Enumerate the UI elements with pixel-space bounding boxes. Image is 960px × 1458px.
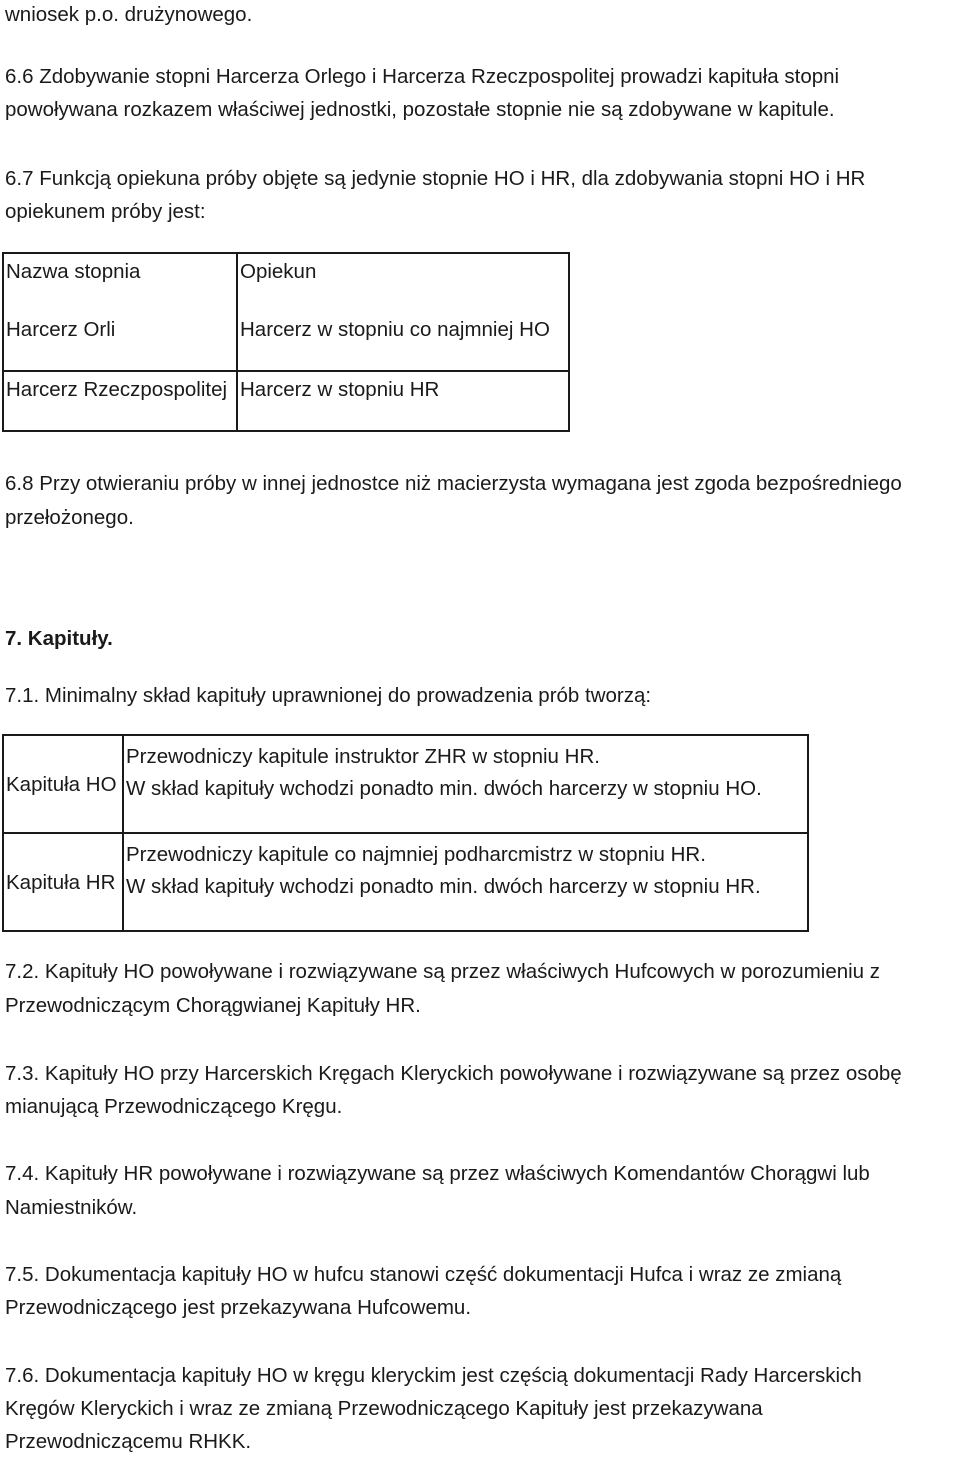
table-row (3, 371, 569, 431)
paragraph-7-6-line-2: Kręgów Kleryckich i wraz ze zmianą Przewodniczącego Kapituły jest przekazywana (5, 1397, 763, 1420)
table-row (3, 312, 569, 371)
cell-line: W skład kapituły wchodzi ponadto min. dwóch harcerzy w stopniu HO. (126, 777, 762, 800)
paragraph-6-8-line-1: 6.8 Przy otwieraniu próby w innej jednostce niż macierzysta wymagana jest zgoda bezpośredniego (5, 472, 902, 495)
paragraph-7-6-line-3: Przewodniczącemu RHKK. (5, 1430, 252, 1453)
paragraph-7-3-line-1: 7.3. Kapituły HO przy Harcerskich Kręgach Kleryckich powoływane i rozwiązywane są przez osobę (5, 1062, 902, 1085)
table-cell (123, 735, 808, 833)
section-7-heading: 7. Kapituły. (5, 627, 113, 650)
table-cell: Nazwa stopnia (3, 253, 237, 312)
opiekun-table (2, 252, 570, 432)
table-cell: Harcerz w stopniu HR (237, 371, 569, 431)
paragraph-7-6-line-1: 7.6. Dokumentacja kapituły HO w kręgu kleryckim jest częścią dokumentacji Rady Harcerskich (5, 1364, 862, 1387)
table-cell: Harcerz Rzeczpospolitej (3, 371, 237, 431)
cell-line: W skład kapituły wchodzi ponadto min. dwóch harcerzy w stopniu HR. (126, 875, 761, 898)
paragraph-7-4-line-1: 7.4. Kapituły HR powoływane i rozwiązywane są przez właściwych Komendantów Chorągwi lub (5, 1162, 870, 1185)
table-cell: Harcerz Orli (3, 312, 237, 371)
table-cell: Kapituła HR (3, 833, 123, 931)
table-row (3, 735, 808, 833)
paragraph-7-5-line-1: 7.5. Dokumentacja kapituły HO w hufcu stanowi część dokumentacji Hufca i wraz ze zmianą (5, 1263, 842, 1286)
paragraph-6-7-line-1: 6.7 Funkcją opiekuna próby objęte są jedynie stopnie HO i HR, dla zdobywania stopni HO i HR (5, 167, 866, 190)
table-row (3, 253, 569, 312)
paragraph-7-1: 7.1. Minimalny skład kapituły uprawnionej do prowadzenia prób tworzą: (5, 684, 652, 707)
cell-line: Przewodniczy kapitule instruktor ZHR w stopniu HR. (126, 745, 600, 768)
paragraph-7-4-line-2: Namiestników. (5, 1196, 138, 1219)
table-cell (123, 833, 808, 931)
paragraph-7-2-line-2: Przewodniczącym Chorągwianej Kapituły HR. (5, 994, 421, 1017)
paragraph-7-3-line-2: mianującą Przewodniczącego Kręgu. (5, 1095, 343, 1118)
paragraph-6-8-line-2: przełożonego. (5, 506, 134, 529)
paragraph-7-2-line-1: 7.2. Kapituły HO powoływane i rozwiązywane są przez właściwych Hufcowych w porozumieniu z (5, 960, 881, 983)
table-cell: Harcerz w stopniu co najmniej HO (237, 312, 569, 371)
paragraph-wniosek: wniosek p.o. drużynowego. (5, 3, 253, 26)
table-row (3, 833, 808, 931)
table-cell: Opiekun (237, 253, 569, 312)
kapituly-table (2, 734, 809, 932)
paragraph-6-7-line-2: opiekunem próby jest: (5, 200, 206, 223)
table-cell: Kapituła HO (3, 735, 123, 833)
paragraph-6-6-line-2: powoływana rozkazem właściwej jednostki, pozostałe stopnie nie są zdobywane w kapitule. (5, 98, 835, 121)
paragraph-7-5-line-2: Przewodniczącego jest przekazywana Hufcowemu. (5, 1296, 472, 1319)
paragraph-6-6-line-1: 6.6 Zdobywanie stopni Harcerza Orlego i Harcerza Rzeczpospolitej prowadzi kapituła stopni (5, 65, 840, 88)
cell-line: Przewodniczy kapitule co najmniej podharcmistrz w stopniu HR. (126, 843, 706, 866)
